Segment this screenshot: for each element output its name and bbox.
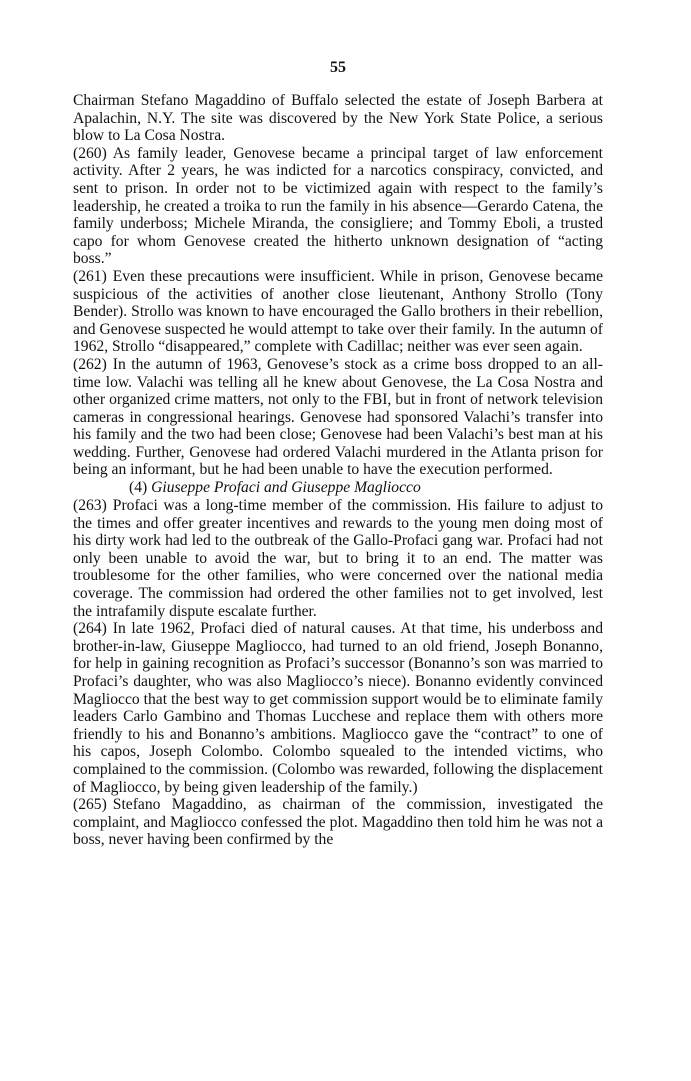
document-page — [73, 58, 603, 849]
paragraph-number: (260) — [73, 144, 107, 162]
paragraph-262 — [73, 356, 603, 479]
paragraph-continued — [73, 92, 603, 145]
section-heading-number: (4) — [129, 479, 148, 497]
page-number: 55 — [330, 59, 346, 76]
paragraph-261 — [73, 268, 603, 356]
section-heading-title: Giuseppe Profaci and Giuseppe Magliocco — [151, 479, 421, 497]
paragraph-number: (261) — [73, 267, 107, 285]
paragraph-text: As family leader, Genovese became a principal target of law enforcement activity. After 2 years, he was indicted for a narcotics conspiracy, convicted, and sent to prison. In order not to be victimized again with respect to the family’s leadership, he created a troika to run the family in his absence—Gerardo Catena, the family underboss; Michele Miranda, the consigliere; and Tommy Eboli, a trusted capo for whom Genovese created the hitherto unknown designation of “acting boss.” — [73, 144, 603, 268]
paragraph-number: (264) — [73, 620, 107, 638]
paragraph-number: (263) — [73, 497, 107, 515]
paragraph-text: In the autumn of 1963, Genovese’s stock as a crime boss dropped to an all-time low. Valachi was telling all he knew about Genovese, the La Cosa Nostra and other organized crime matters, not only to the FBI, but in front of network television cameras in congressional hearings. Genovese had sponsored Valachi’s transfer into his family and the two had been close; Genovese had been Valachi’s best man at his wedding. Further, Genovese had ordered Valachi murdered in the Atlanta prison for being an informant, but he had been unable to have the execution performed. — [73, 355, 603, 479]
paragraph-text: Stefano Magaddino, as chairman of the commission, investigated the complaint, and Magliocco confessed the plot. Magaddino then told him he was not a boss, never having been confirmed by the — [73, 796, 603, 849]
paragraph-263 — [73, 497, 603, 620]
paragraph-265 — [73, 796, 603, 849]
paragraph-264 — [73, 620, 603, 796]
section-heading — [73, 479, 603, 497]
paragraph-number: (265) — [73, 796, 107, 814]
paragraph-text: Chairman Stefano Magaddino of Buffalo selected the estate of Joseph Barbera at Apalachin, N.Y. The site was discovered by the New York State Police, a serious blow to La Cosa Nostra. — [73, 92, 603, 145]
paragraph-260 — [73, 145, 603, 268]
paragraph-text: In late 1962, Profaci died of natural causes. At that time, his underboss and brother-in-law, Giuseppe Magliocco, had turned to an old friend, Joseph Bonanno, for help in gaining recognition as Profaci’s successor (Bonanno’s son was married to Profaci’s daughter, who was also Magliocco’s niece). Bonanno evidently convinced Magliocco that the best way to get commission support would be to eliminate family leaders Carlo Gambino and Thomas Lucchese and replace them with others more friendly to his and Bonanno’s ambitions. Magliocco gave the “contract” to one of his capos, Joseph Colombo. Colombo squealed to the intended victims, who complained to the commission. (Colombo was rewarded, following the displacement of Magliocco, by being given leadership of the family.) — [73, 620, 603, 796]
paragraph-number: (262) — [73, 355, 107, 373]
paragraph-text: Even these precautions were insufficient. While in prison, Genovese became suspicious of the activities of another close lieutenant, Anthony Strollo (Tony Bender). Strollo was known to have encouraged the Gallo brothers in their rebellion, and Genovese suspected he would attempt to take over their family. In the autumn of 1962, Strollo “disappeared,” complete with Cadillac; neither was ever seen again. — [73, 267, 603, 356]
paragraph-text: Profaci was a long-time member of the commission. His failure to adjust to the times and offer greater incentives and rewards to the young men doing most of his dirty work had led to the outbreak of the Gallo-Profaci gang war. Profaci had not only been unable to avoid the war, but to bring it to an end. The matter was troublesome for the other families, who were concerned over the national media coverage. The commission had ordered the other families not to get involved, lest the intrafamily dispute escalate further. — [73, 497, 603, 620]
